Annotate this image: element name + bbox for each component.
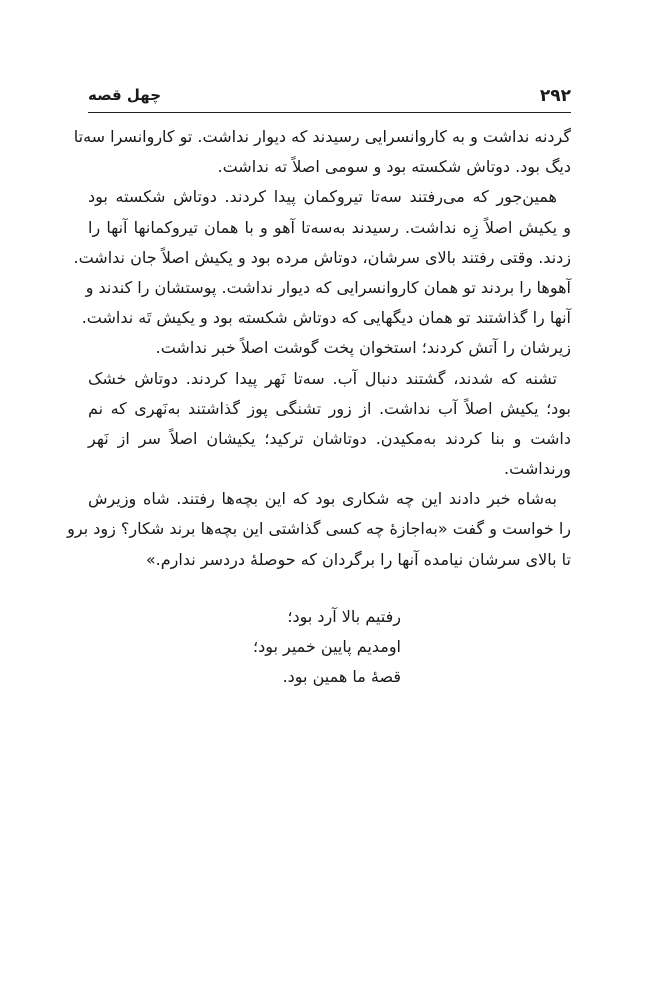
body-line: بود؛ یکیش اصلاً آب نداشت. از زور تشنگی پوز گذاشتند به‌نَهری که نم bbox=[88, 398, 571, 418]
body-line: داشت و بنا کردند به‌مکیدن. دوتاشان ترکید؛ یکیشان اصلاً سر از نَهر bbox=[88, 428, 571, 448]
body-line: زدند. وقتی رفتند بالای سرشان، دوتاش مرده بود و یکیش اصلاً جان نداشت. bbox=[73, 247, 571, 267]
body-line: دیگ بود. دوتاش شکسته بود و سومی اصلاً ته نداشت. bbox=[217, 157, 571, 177]
page-header bbox=[88, 86, 571, 108]
closing-verse bbox=[88, 602, 571, 692]
verse-line: رفتیم بالا آرد بود؛ bbox=[287, 607, 401, 626]
body-line: آهوها را بردند تو همان کاروانسرایی که دیوار نداشت. پوستشان را کندند و bbox=[85, 277, 571, 297]
body-line: گردنه نداشت و به کاروانسرایی رسیدند که دیوار نداشت. تو کاروانسرا سه‌تا bbox=[73, 127, 571, 146]
verse-line: قصهٔ ما همین بود. bbox=[282, 667, 401, 686]
body-line: ورنداشت. bbox=[504, 459, 571, 479]
body-line: تا بالای سرشان نیامده آنها را برگردان که حوصلهٔ دردسر ندارم.» bbox=[145, 549, 571, 569]
body-line: آنها را گذاشتند تو همان دیگهایی که دوتاش شکسته بود و یکیش تَه نداشت. bbox=[81, 308, 571, 328]
header-rule bbox=[88, 112, 571, 113]
body-line: را خواست و گفت «به‌اجازهٔ چه کسی گذاشتی این بچه‌ها برند شکار؟ زود برو bbox=[67, 519, 571, 539]
body-line: همین‌جور که می‌رفتند سه‌تا تیروکمان پیدا کردند. دوتاش شکسته بود bbox=[88, 187, 557, 207]
body-line: زیرشان را آتش کردند؛ استخوان پخت گوشت اصلاً خبر نداشت. bbox=[155, 338, 571, 358]
body-line: تشنه که شدند، گشتند دنبال آب. سه‌تا نَهر پیدا کردند. دوتاش خشک bbox=[88, 368, 557, 388]
verse-line: اومدیم پایین خمیر بود؛ bbox=[252, 637, 401, 656]
body-line: به‌شاه خبر دادند این چه شکاری بود که این بچه‌ها رفتند. شاه وزیرش bbox=[88, 489, 557, 509]
body-line: و یکیش اصلاً زِه نداشت. رسیدند به‌سه‌تا آهو و با همان تیروکمانها آنها را bbox=[88, 217, 571, 237]
running-title: چهل قصه bbox=[88, 86, 162, 104]
page-number: ۲۹۲ bbox=[539, 86, 571, 106]
story-body bbox=[67, 122, 571, 575]
